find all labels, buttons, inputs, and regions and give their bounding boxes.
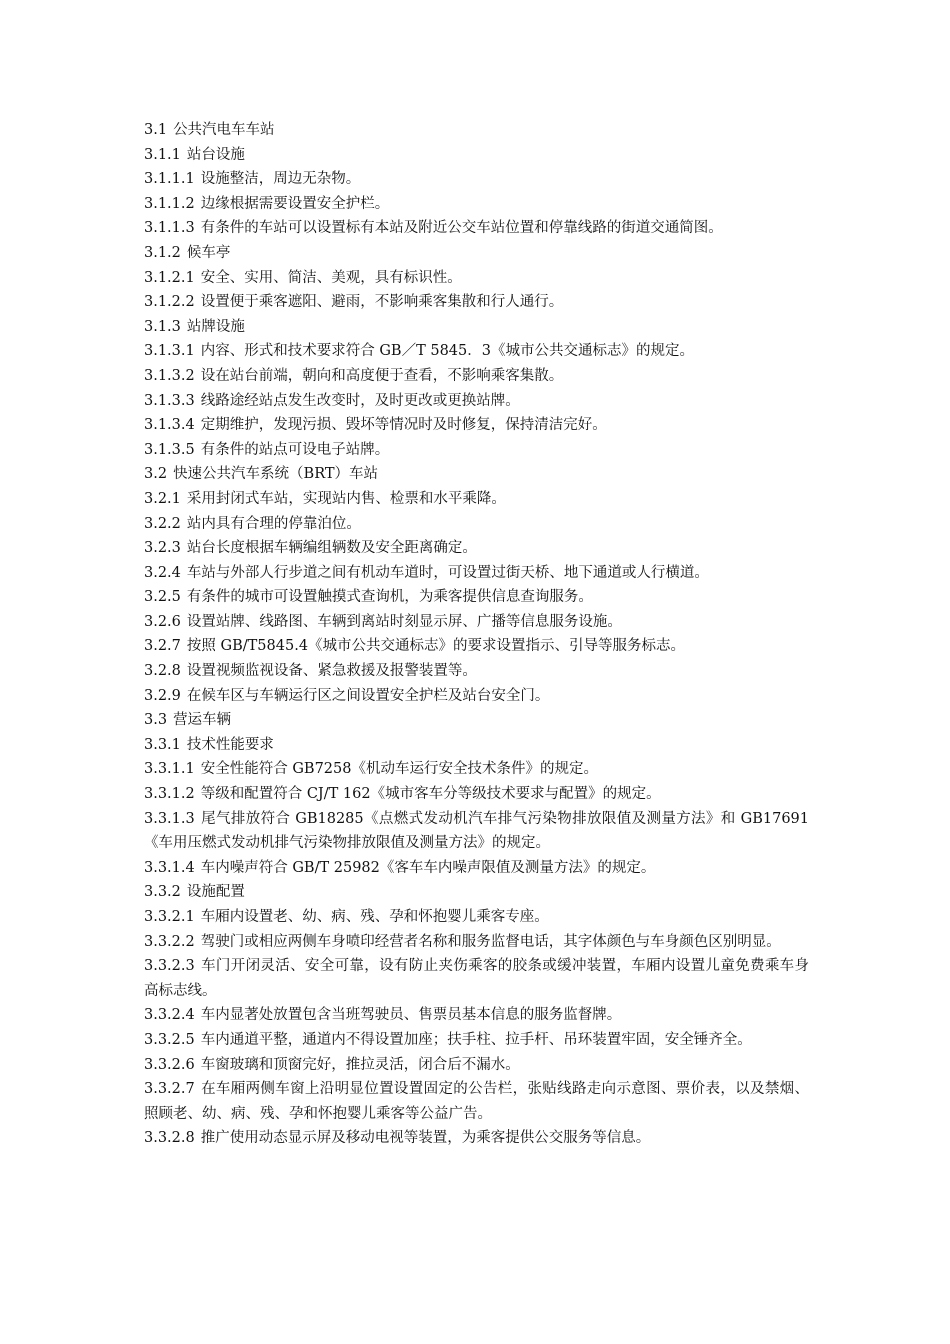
subsection-heading: 3.1.2 候车亭 xyxy=(144,244,231,261)
clause: 3.3.2.3 车门开闭灵活、安全可靠，设有防止夹伤乘客的胶条或缓冲装置，车厢内设置儿童免费乘车身高标志线。 xyxy=(144,958,809,999)
clause: 3.2.8 设置视频监视设备、紧急救援及报警装置等。 xyxy=(144,663,477,680)
clause: 3.1.1.3 有条件的车站可以设置标有本站及附近公交车站位置和停靠线路的街道交通简图。 xyxy=(144,220,723,237)
section-heading: 3.3 营运车辆 xyxy=(144,712,232,729)
clause: 3.3.2.5 车内通道平整，通道内不得设置加座；扶手柱、拉手杆、吊环装置牢固，安全锤齐全。 xyxy=(144,1031,752,1048)
clause: 3.1.2.1 安全、实用、简洁、美观，具有标识性。 xyxy=(144,269,462,286)
clause: 3.3.2.1 车厢内设置老、幼、病、残、孕和怀抱婴儿乘客专座。 xyxy=(144,909,549,925)
clause: 3.1.3.5 有条件的站点可设电子站牌。 xyxy=(144,441,390,458)
clause: 3.3.2.4 车内显著处放置包含当班驾驶员、售票员基本信息的服务监督牌。 xyxy=(144,1007,622,1024)
clause: 3.1.1.1 设施整洁，周边无杂物。 xyxy=(144,171,361,188)
subsection-heading: 3.1.1 站台设施 xyxy=(144,146,245,163)
clause: 3.2.2 站内具有合理的停靠泊位。 xyxy=(144,515,361,532)
section-heading: 3.1 公共汽电车车站 xyxy=(144,122,275,138)
clause: 3.3.2.6 车窗玻璃和顶窗完好，推拉灵活，闭合后不漏水。 xyxy=(144,1056,520,1073)
subsection-heading: 3.3.2 设施配置 xyxy=(144,884,245,901)
clause: 3.3.1.3 尾气排放符合 GB18285《点燃式发动机汽车排气污染物排放限值及测量方法》和 GB17691《车用压燃式发动机排气污染物排放限值及测量方法》的规定。 xyxy=(144,810,809,852)
clause: 3.1.3.4 定期维护，发现污损、毁坏等情况时及时修复，保持清洁完好。 xyxy=(144,417,607,434)
clause: 3.2.5 有条件的城市可设置触摸式查询机，为乘客提供信息查询服务。 xyxy=(144,589,593,606)
clause: 3.2.3 站台长度根据车辆编组辆数及安全距离确定。 xyxy=(144,540,477,557)
clause: 3.1.1.2 边缘根据需要设置安全护栏。 xyxy=(144,195,390,212)
section-heading: 3.2 快速公共汽车系统（BRT）车站 xyxy=(144,466,379,483)
clause: 3.1.3.1 内容、形式和技术要求符合 GB／T 5845．3《城市公共交通标志》的规定。 xyxy=(144,343,694,360)
clause: 3.3.2.7 在车厢两侧车窗上沿明显位置设置固定的公告栏，张贴线路走向示意图、票价表，以及禁烟、照顾老、幼、病、残、孕和怀抱婴儿乘客等公益广告。 xyxy=(144,1081,809,1122)
clause: 3.3.1.2 等级和配置符合 CJ/T 162《城市客车分等级技术要求与配置》的规定。 xyxy=(144,786,661,803)
clause: 3.2.7 按照 GB/T5845.4《城市公共交通标志》的要求设置指示、引导等服务标志。 xyxy=(144,638,686,655)
document-body xyxy=(144,118,809,1151)
subsection-heading: 3.3.1 技术性能要求 xyxy=(144,736,274,753)
clause: 3.1.3.3 线路途经站点发生改变时，及时更改或更换站牌。 xyxy=(144,392,520,409)
clause: 3.2.4 车站与外部人行步道之间有机动车道时，可设置过街天桥、地下通道或人行横道。 xyxy=(144,564,709,581)
clause: 3.2.9 在候车区与车辆运行区之间设置安全护栏及站台安全门。 xyxy=(144,687,550,704)
clause: 3.2.6 设置站牌、线路图、车辆到离站时刻显示屏、广播等信息服务设施。 xyxy=(144,613,622,630)
subsection-heading: 3.1.3 站牌设施 xyxy=(144,318,245,335)
clause: 3.3.2.8 推广使用动态显示屏及移动电视等装置，为乘客提供公交服务等信息。 xyxy=(144,1130,651,1147)
clause: 3.3.1.4 车内噪声符合 GB/T 25982《客车车内噪声限值及测量方法》的规定。 xyxy=(144,859,656,876)
clause: 3.3.1.1 安全性能符合 GB7258《机动车运行安全技术条件》的规定。 xyxy=(144,761,598,778)
clause: 3.1.2.2 设置便于乘客遮阳、避雨，不影响乘客集散和行人通行。 xyxy=(144,294,564,311)
clause: 3.1.3.2 设在站台前端，朝向和高度便于查看，不影响乘客集散。 xyxy=(144,367,564,384)
clause: 3.2.1 采用封闭式车站，实现站内售、检票和水平乘降。 xyxy=(144,490,506,507)
clause: 3.3.2.2 驾驶门或相应两侧车身喷印经营者名称和服务监督电话，其字体颜色与车身颜色区别明显。 xyxy=(144,933,781,950)
